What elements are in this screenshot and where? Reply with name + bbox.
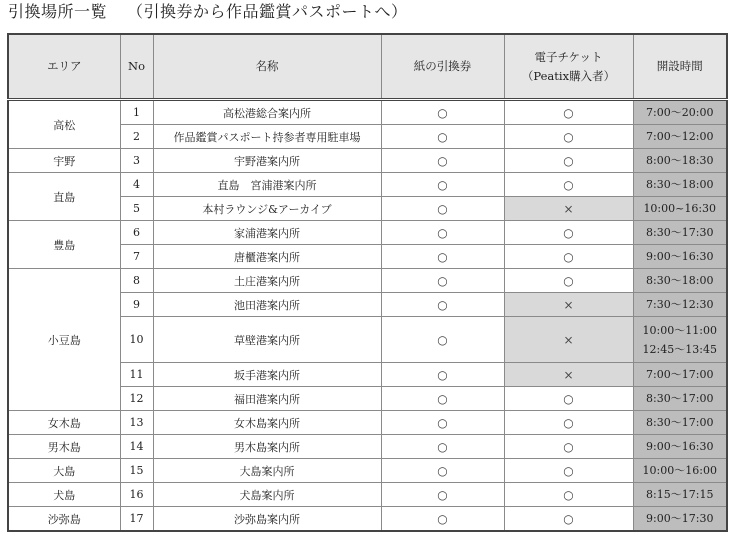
- paper-mark: ○: [381, 387, 504, 411]
- paper-mark: ○: [381, 317, 504, 363]
- paper-mark: ○: [381, 411, 504, 435]
- row-hours: 8:00～18:30: [633, 149, 727, 173]
- row-no: 16: [120, 483, 153, 507]
- row-hours: [633, 317, 727, 363]
- row-hours: 8:30～18:00: [633, 269, 727, 293]
- eticket-mark: ○: [504, 387, 633, 411]
- header-e-ticket: [504, 34, 633, 100]
- paper-mark: ○: [381, 245, 504, 269]
- paper-mark: ○: [381, 125, 504, 149]
- eticket-mark-unavailable: ×: [504, 293, 633, 317]
- row-no: 14: [120, 435, 153, 459]
- eticket-mark: ○: [504, 459, 633, 483]
- row-name: 土庄港案内所: [153, 269, 381, 293]
- row-hours: 10:00~16:30: [633, 197, 727, 221]
- row-name: 男木島案内所: [153, 435, 381, 459]
- row-name: 沙弥島案内所: [153, 507, 381, 532]
- row-no: 7: [120, 245, 153, 269]
- eticket-mark: ○: [504, 483, 633, 507]
- paper-mark: ○: [381, 197, 504, 221]
- row-hours: 7:00～17:00: [633, 363, 727, 387]
- paper-mark: ○: [381, 149, 504, 173]
- row-hours: 8:30～17:00: [633, 387, 727, 411]
- row-no: 15: [120, 459, 153, 483]
- row-hours: 9:00～16:30: [633, 245, 727, 269]
- row-hours: 7:00～12:00: [633, 125, 727, 149]
- row-name: 本村ラウンジ&アーカイブ: [153, 197, 381, 221]
- eticket-mark: ○: [504, 100, 633, 125]
- eticket-mark: ○: [504, 245, 633, 269]
- table-row: [8, 411, 727, 435]
- header-no: No: [120, 34, 153, 100]
- row-no: 5: [120, 197, 153, 221]
- row-no: 17: [120, 507, 153, 532]
- table-header-row: [8, 34, 727, 100]
- header-e-ticket-line2: （Peatix購入者）: [521, 68, 616, 83]
- table-row: [8, 459, 727, 483]
- paper-mark: ○: [381, 459, 504, 483]
- row-name: 作品鑑賞パスポート持参者専用駐車場: [153, 125, 381, 149]
- exchange-locations-table: [7, 33, 728, 532]
- row-hours: 8:30～17:00: [633, 411, 727, 435]
- header-hours: 開設時間: [633, 34, 727, 100]
- eticket-mark: ○: [504, 269, 633, 293]
- title-main: 引換場所一覧: [8, 2, 108, 21]
- eticket-mark-unavailable: ×: [504, 363, 633, 387]
- row-no: 4: [120, 173, 153, 197]
- eticket-mark: ○: [504, 149, 633, 173]
- row-no: 6: [120, 221, 153, 245]
- area-cell: 沙弥島: [8, 507, 120, 532]
- header-name: 名称: [153, 34, 381, 100]
- eticket-mark: ○: [504, 507, 633, 532]
- row-hours: 7:30～12:30: [633, 293, 727, 317]
- table-row: [8, 483, 727, 507]
- row-name: 草壁港案内所: [153, 317, 381, 363]
- table-row: [8, 173, 727, 197]
- area-cell: 小豆島: [8, 269, 120, 411]
- area-cell: 高松: [8, 100, 120, 149]
- paper-mark: ○: [381, 363, 504, 387]
- row-hours: 8:15～17:15: [633, 483, 727, 507]
- eticket-mark: ○: [504, 125, 633, 149]
- row-name: 家浦港案内所: [153, 221, 381, 245]
- row-no: 1: [120, 100, 153, 125]
- row-hours: 7:00～20:00: [633, 100, 727, 125]
- eticket-mark: ○: [504, 411, 633, 435]
- row-no: 3: [120, 149, 153, 173]
- eticket-mark-unavailable: ×: [504, 317, 633, 363]
- eticket-mark: ○: [504, 173, 633, 197]
- row-name: 女木島案内所: [153, 411, 381, 435]
- header-e-ticket-line1: 電子チケット: [534, 49, 603, 64]
- row-hours: 8:30～17:30: [633, 221, 727, 245]
- row-no: 11: [120, 363, 153, 387]
- area-cell: 豊島: [8, 221, 120, 269]
- row-name: 坂手港案内所: [153, 363, 381, 387]
- paper-mark: ○: [381, 221, 504, 245]
- table-row: [8, 269, 727, 293]
- table-row: [8, 221, 727, 245]
- page-title: [8, 1, 408, 23]
- row-hours: 8:30～18:00: [633, 173, 727, 197]
- paper-mark: ○: [381, 293, 504, 317]
- paper-mark: ○: [381, 507, 504, 532]
- row-hours: 9:00～16:30: [633, 435, 727, 459]
- table-row: [8, 100, 727, 125]
- paper-mark: ○: [381, 435, 504, 459]
- row-name: 唐櫃港案内所: [153, 245, 381, 269]
- header-paper-ticket: 紙の引換券: [381, 34, 504, 100]
- row-no: 8: [120, 269, 153, 293]
- paper-mark: ○: [381, 483, 504, 507]
- area-cell: 直島: [8, 173, 120, 221]
- eticket-mark: ○: [504, 221, 633, 245]
- table-row: [8, 435, 727, 459]
- row-no: 13: [120, 411, 153, 435]
- row-name: 犬島案内所: [153, 483, 381, 507]
- row-name: 直島 宮浦港案内所: [153, 173, 381, 197]
- row-hours: 9:00～17:30: [633, 507, 727, 532]
- eticket-mark: ○: [504, 435, 633, 459]
- paper-mark: ○: [381, 100, 504, 125]
- row-name: 大島案内所: [153, 459, 381, 483]
- table-row: [8, 507, 727, 532]
- table-row: [8, 149, 727, 173]
- row-hours: 10:00～16:00: [633, 459, 727, 483]
- paper-mark: ○: [381, 173, 504, 197]
- title-sub: （引換券から作品鑑賞パスポートへ）: [127, 2, 408, 21]
- row-hours-line1: 10:00～11:00: [642, 323, 717, 337]
- area-cell: 宇野: [8, 149, 120, 173]
- row-no: 2: [120, 125, 153, 149]
- row-name: 高松港総合案内所: [153, 100, 381, 125]
- row-no: 9: [120, 293, 153, 317]
- eticket-mark-unavailable: ×: [504, 197, 633, 221]
- row-no: 10: [120, 317, 153, 363]
- area-cell: 女木島: [8, 411, 120, 435]
- paper-mark: ○: [381, 269, 504, 293]
- area-cell: 大島: [8, 459, 120, 483]
- row-name: 池田港案内所: [153, 293, 381, 317]
- header-area: エリア: [8, 34, 120, 100]
- area-cell: 犬島: [8, 483, 120, 507]
- row-name: 福田港案内所: [153, 387, 381, 411]
- area-cell: 男木島: [8, 435, 120, 459]
- row-hours-line2: 12:45～13:45: [642, 342, 717, 356]
- row-no: 12: [120, 387, 153, 411]
- row-name: 宇野港案内所: [153, 149, 381, 173]
